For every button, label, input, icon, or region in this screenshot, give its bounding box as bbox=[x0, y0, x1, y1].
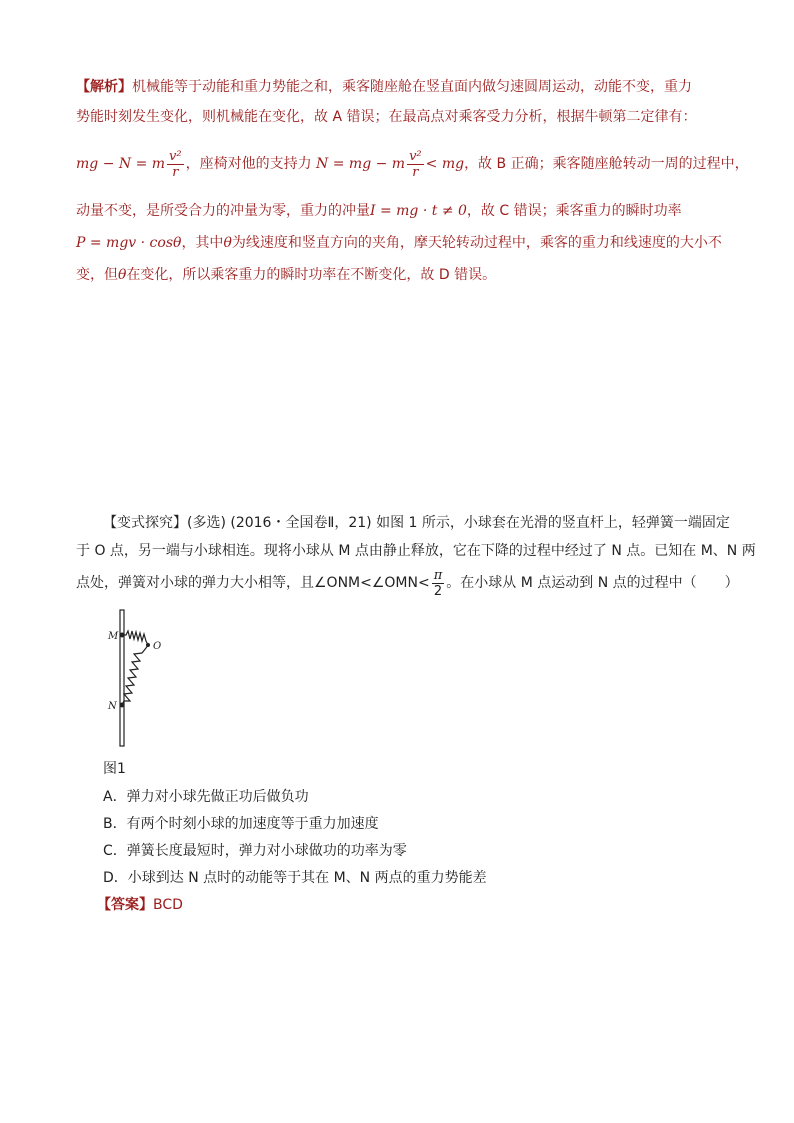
variant-tag: 【变式探究】 bbox=[103, 515, 187, 531]
label-o: O bbox=[153, 641, 162, 652]
figure-spring-rod bbox=[100, 605, 180, 750]
label-m: M bbox=[108, 631, 119, 642]
point-o bbox=[146, 643, 150, 647]
analysis-line-6: 变，但θ在变化，所以乘客重力的瞬时功率在不断变化，故 D 错误。 bbox=[76, 267, 497, 283]
analysis-tag: 【解析】 bbox=[76, 79, 132, 95]
fraction-pi-over-2: $\frac{\pi}{2}$ bbox=[433, 567, 443, 599]
option-a: A．弹力对小球先做正功后做负功 bbox=[103, 789, 309, 805]
analysis-line-1: 【解析】机械能等于动能和重力势能之和，乘客随座舱在竖直面内做匀速圆周运动，动能不变，重力 bbox=[76, 79, 692, 95]
analysis-line-5: P = mgv · cosθ，其中θ为线速度和竖直方向的夹角，摩天轮转动过程中，乘客的重力和线速度的大小不 bbox=[76, 235, 722, 251]
equation-newton: mg − N = m bbox=[76, 156, 166, 172]
ball-n bbox=[120, 703, 125, 708]
option-c: C．弹簧长度最短时，弹力对小球做功的功率为零 bbox=[103, 843, 407, 859]
vertical-rod bbox=[120, 610, 124, 746]
option-b: B．有两个时刻小球的加速度等于重力加速度 bbox=[103, 816, 379, 832]
equation-support-force: N = mg − m bbox=[316, 156, 406, 172]
variant-line-3: 点处，弹簧对小球的弹力大小相等，且∠ONM<∠OMN< $\frac{\pi}{2}$ 。在小球从 M 点运动到 N 点的过程中（ ） bbox=[76, 567, 739, 599]
spring-mo bbox=[122, 631, 148, 645]
answer-value: BCD bbox=[153, 897, 183, 913]
answer-line bbox=[97, 895, 183, 915]
analysis-line-2: 势能时刻发生变化，则机械能在变化，故 A 错误；在最高点对乘客受力分析，根据牛顿第二定律有： bbox=[76, 109, 697, 125]
ball-m bbox=[120, 633, 125, 638]
variant-line-2: 于 O 点，另一端与小球相连。现将小球从 M 点由静止释放，它在下降的过程中经过了 N 点。已知在 M、N 两 bbox=[76, 543, 756, 559]
fraction-v2-over-r-2: $\frac{\text{v²}}{r}$ bbox=[409, 148, 422, 180]
analysis-line-4: 动量不变，是所受合力的冲量为零，重力的冲量I = mg · t ≠ 0，故 C 错误；乘客重力的瞬时功率 bbox=[76, 203, 682, 219]
label-n: N bbox=[108, 701, 117, 712]
figure-caption: 图1 bbox=[103, 761, 126, 777]
spring-no bbox=[122, 645, 148, 705]
equation-power: P = mgv · cosθ bbox=[76, 235, 182, 251]
answer-tag: 【答案】 bbox=[97, 897, 153, 913]
variant-line-1: 【变式探究】(多选) (2016・全国卷Ⅱ，21) 如图 1 所示，小球套在光滑的竖直杆上，轻弹簧一端固定 bbox=[103, 515, 730, 531]
analysis-line-3: mg − N = m $\frac{\text{v²}}{r}$ ，座椅对他的支持力 N = mg − m $\frac{\text{v²}}{r}$ < mg，故 B 正确；乘客随座舱转动一周的过程中， bbox=[76, 148, 749, 180]
option-d: D．小球到达 N 点时的动能等于其在 M、N 两点的重力势能差 bbox=[103, 870, 487, 886]
fraction-v2-over-r: $\frac{\text{v²}}{r}$ bbox=[169, 148, 182, 180]
equation-impulse: I = mg · t ≠ 0 bbox=[370, 203, 467, 219]
